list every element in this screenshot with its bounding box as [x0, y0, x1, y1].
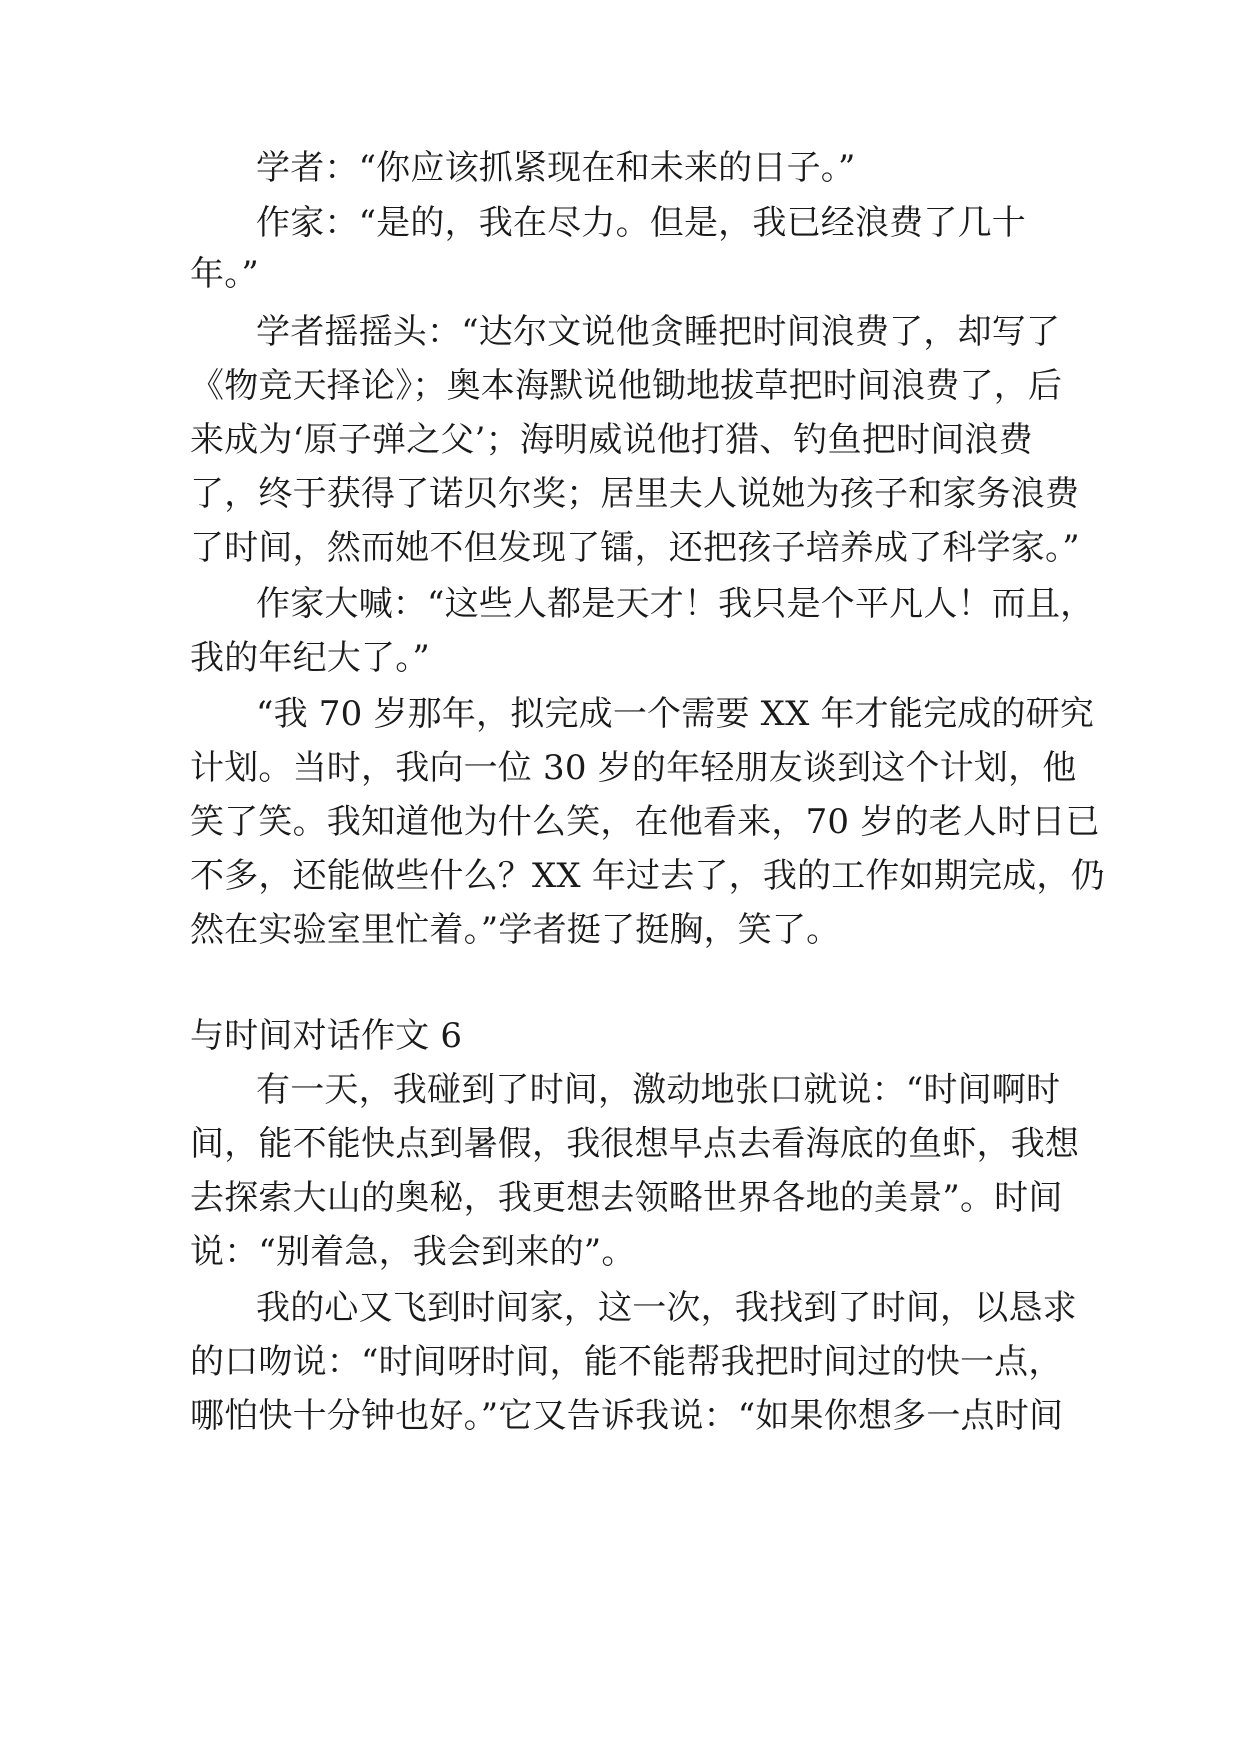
paragraph-line: 我的年纪大了。” [190, 638, 430, 678]
paragraph-line: 了时间，然而她不但发现了镭，还把孩子培养成了科学家。” [190, 528, 1080, 568]
paragraph-line: 去探索大山的奥秘，我更想去领略世界各地的美景”。时间 [190, 1178, 1063, 1218]
paragraph-line: 不多，还能做些什么？XX 年过去了，我的工作如期完成，仍 [190, 856, 1105, 896]
section-heading: 与时间对话作文 6 [190, 1016, 463, 1056]
paragraph-line: 学者摇摇头：“达尔文说他贪睡把时间浪费了，却写了 [256, 312, 1061, 352]
paragraph-line: 我的心又飞到时间家，这一次，我找到了时间，以恳求 [256, 1288, 1077, 1328]
paragraph-line: 然在实验室里忙着。”学者挺了挺胸，笑了。 [190, 910, 841, 950]
paragraph-line: 学者：“你应该抓紧现在和未来的日子。” [256, 148, 856, 188]
paragraph-line: 《物竞天择论》；奥本海默说他锄地拔草把时间浪费了，后 [190, 366, 1063, 406]
paragraph-line: 有一天，我碰到了时间，激动地张口就说：“时间啊时 [256, 1070, 1061, 1110]
paragraph-line: 哪怕快十分钟也好。”它又告诉我说：“如果你想多一点时间 [190, 1396, 1064, 1436]
paragraph-line: 的口吻说：“时间呀时间，能不能帮我把时间过的快一点， [190, 1342, 1063, 1382]
paragraph-line: 间，能不能快点到暑假，我很想早点去看海底的鱼虾，我想 [190, 1124, 1080, 1164]
paragraph-line: 作家大喊：“这些人都是天才！我只是个平凡人！而且， [256, 584, 1095, 624]
paragraph-line: 了，终于获得了诺贝尔奖；居里夫人说她为孩子和家务浪费 [190, 474, 1080, 514]
paragraph-line: 年。” [190, 254, 259, 294]
paragraph-line: 说：“别着急，我会到来的”。 [190, 1232, 636, 1272]
paragraph-line: 作家：“是的，我在尽力。但是，我已经浪费了几十 [256, 203, 1026, 243]
paragraph-line: “我 70 岁那年，拟完成一个需要 XX 年才能完成的研究 [256, 694, 1095, 734]
paragraph-line: 计划。当时，我向一位 30 岁的年轻朋友谈到这个计划，他 [190, 748, 1077, 788]
paragraph-line: 来成为‘原子弹之父’；海明威说他打猎、钓鱼把时间浪费 [190, 420, 1033, 460]
paragraph-line: 笑了笑。我知道他为什么笑，在他看来，70 岁的老人时日已 [190, 802, 1100, 842]
